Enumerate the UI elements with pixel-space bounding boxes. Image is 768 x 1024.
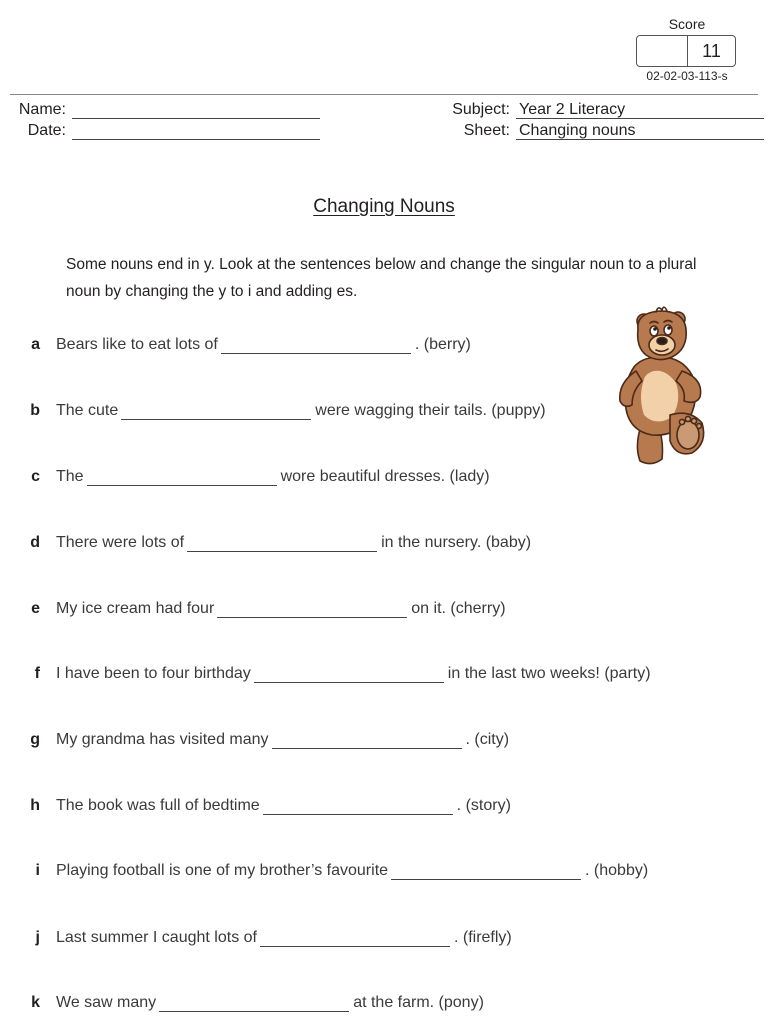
question-text-before: The cute: [56, 402, 119, 419]
question-text-after: wore beautiful dresses. (lady): [280, 468, 490, 485]
sheet-field: [420, 120, 764, 140]
sheet-value: Changing nouns: [516, 121, 764, 140]
question-i: [0, 858, 720, 880]
question-text-after: . (story): [456, 797, 511, 814]
question-letter: i: [35, 862, 40, 879]
name-label: Name:: [18, 101, 66, 118]
score-label: Score: [668, 16, 706, 32]
score-box: [636, 35, 736, 67]
question-text-before: The book was full of bedtime: [56, 797, 260, 814]
page-title: Changing Nouns: [313, 196, 455, 217]
question-text-after: . (firefly): [453, 929, 512, 946]
answer-blank[interactable]: [87, 471, 277, 486]
question-k: [0, 990, 720, 1012]
answer-blank[interactable]: [391, 865, 581, 880]
date-input[interactable]: [72, 121, 320, 140]
answer-blank[interactable]: [187, 537, 377, 552]
score-total: 11: [702, 40, 721, 61]
answer-blank[interactable]: [121, 405, 311, 420]
sheet-label: Sheet:: [463, 122, 510, 139]
question-text-before: My grandma has visited many: [56, 731, 269, 748]
question-letter: g: [30, 731, 40, 748]
question-text-after: . (berry): [414, 336, 471, 353]
score-input[interactable]: [637, 36, 688, 66]
question-text-before: Bears like to eat lots of: [56, 336, 218, 353]
question-text-before: There were lots of: [56, 534, 185, 551]
question-letter: j: [35, 929, 40, 946]
question-text-after: in the nursery. (baby): [381, 534, 532, 551]
question-e: [0, 596, 720, 618]
name-field: [0, 99, 320, 119]
date-label: Date:: [27, 122, 66, 139]
subject-label: Subject:: [452, 101, 510, 118]
question-text-before: We saw many: [56, 994, 157, 1011]
question-text-after: on it. (cherry): [411, 600, 506, 617]
answer-blank[interactable]: [221, 339, 411, 354]
question-letter: f: [34, 665, 40, 682]
answer-blank[interactable]: [263, 800, 453, 815]
question-d: [0, 530, 720, 552]
question-letter: c: [31, 468, 40, 485]
answer-blank[interactable]: [272, 734, 462, 749]
question-text-after: . (hobby): [585, 862, 649, 879]
header-divider: [10, 94, 758, 95]
instructions: Some nouns end in y. Look at the sentences below and change the singular noun to a plural noun by changing the y to i and adding es.: [66, 256, 697, 300]
answer-blank[interactable]: [254, 668, 444, 683]
answer-blank[interactable]: [260, 932, 450, 947]
subject-value: Year 2 Literacy: [516, 100, 764, 119]
question-text-before: The: [56, 468, 84, 485]
date-field: [0, 120, 320, 140]
question-text-before: My ice cream had four: [56, 600, 215, 617]
name-input[interactable]: [72, 100, 320, 119]
question-letter: d: [30, 534, 40, 551]
question-letter: h: [30, 797, 40, 814]
question-text-after: in the last two weeks! (party): [447, 665, 651, 682]
question-letter: k: [31, 994, 40, 1011]
sheet-code: 02-02-03-113-s: [646, 69, 728, 83]
question-text-before: I have been to four birthday: [56, 665, 251, 682]
answer-blank[interactable]: [217, 603, 407, 618]
question-letter: b: [30, 402, 40, 419]
question-h: [0, 793, 720, 815]
question-j: [0, 925, 720, 947]
question-text-after: . (city): [465, 731, 510, 748]
question-c: [0, 464, 720, 486]
question-letter: e: [31, 600, 40, 617]
question-g: [0, 727, 720, 749]
question-text-before: Playing football is one of my brother’s favourite: [56, 862, 389, 879]
question-text-before: Last summer I caught lots of: [56, 929, 257, 946]
cartoon-bear-illustration: [612, 305, 712, 467]
answer-blank[interactable]: [159, 997, 349, 1012]
question-text-after: at the farm. (pony): [353, 994, 484, 1011]
question-f: [0, 661, 720, 683]
question-letter: a: [31, 336, 40, 353]
subject-field: [420, 99, 764, 119]
question-text-after: were wagging their tails. (puppy): [315, 402, 546, 419]
